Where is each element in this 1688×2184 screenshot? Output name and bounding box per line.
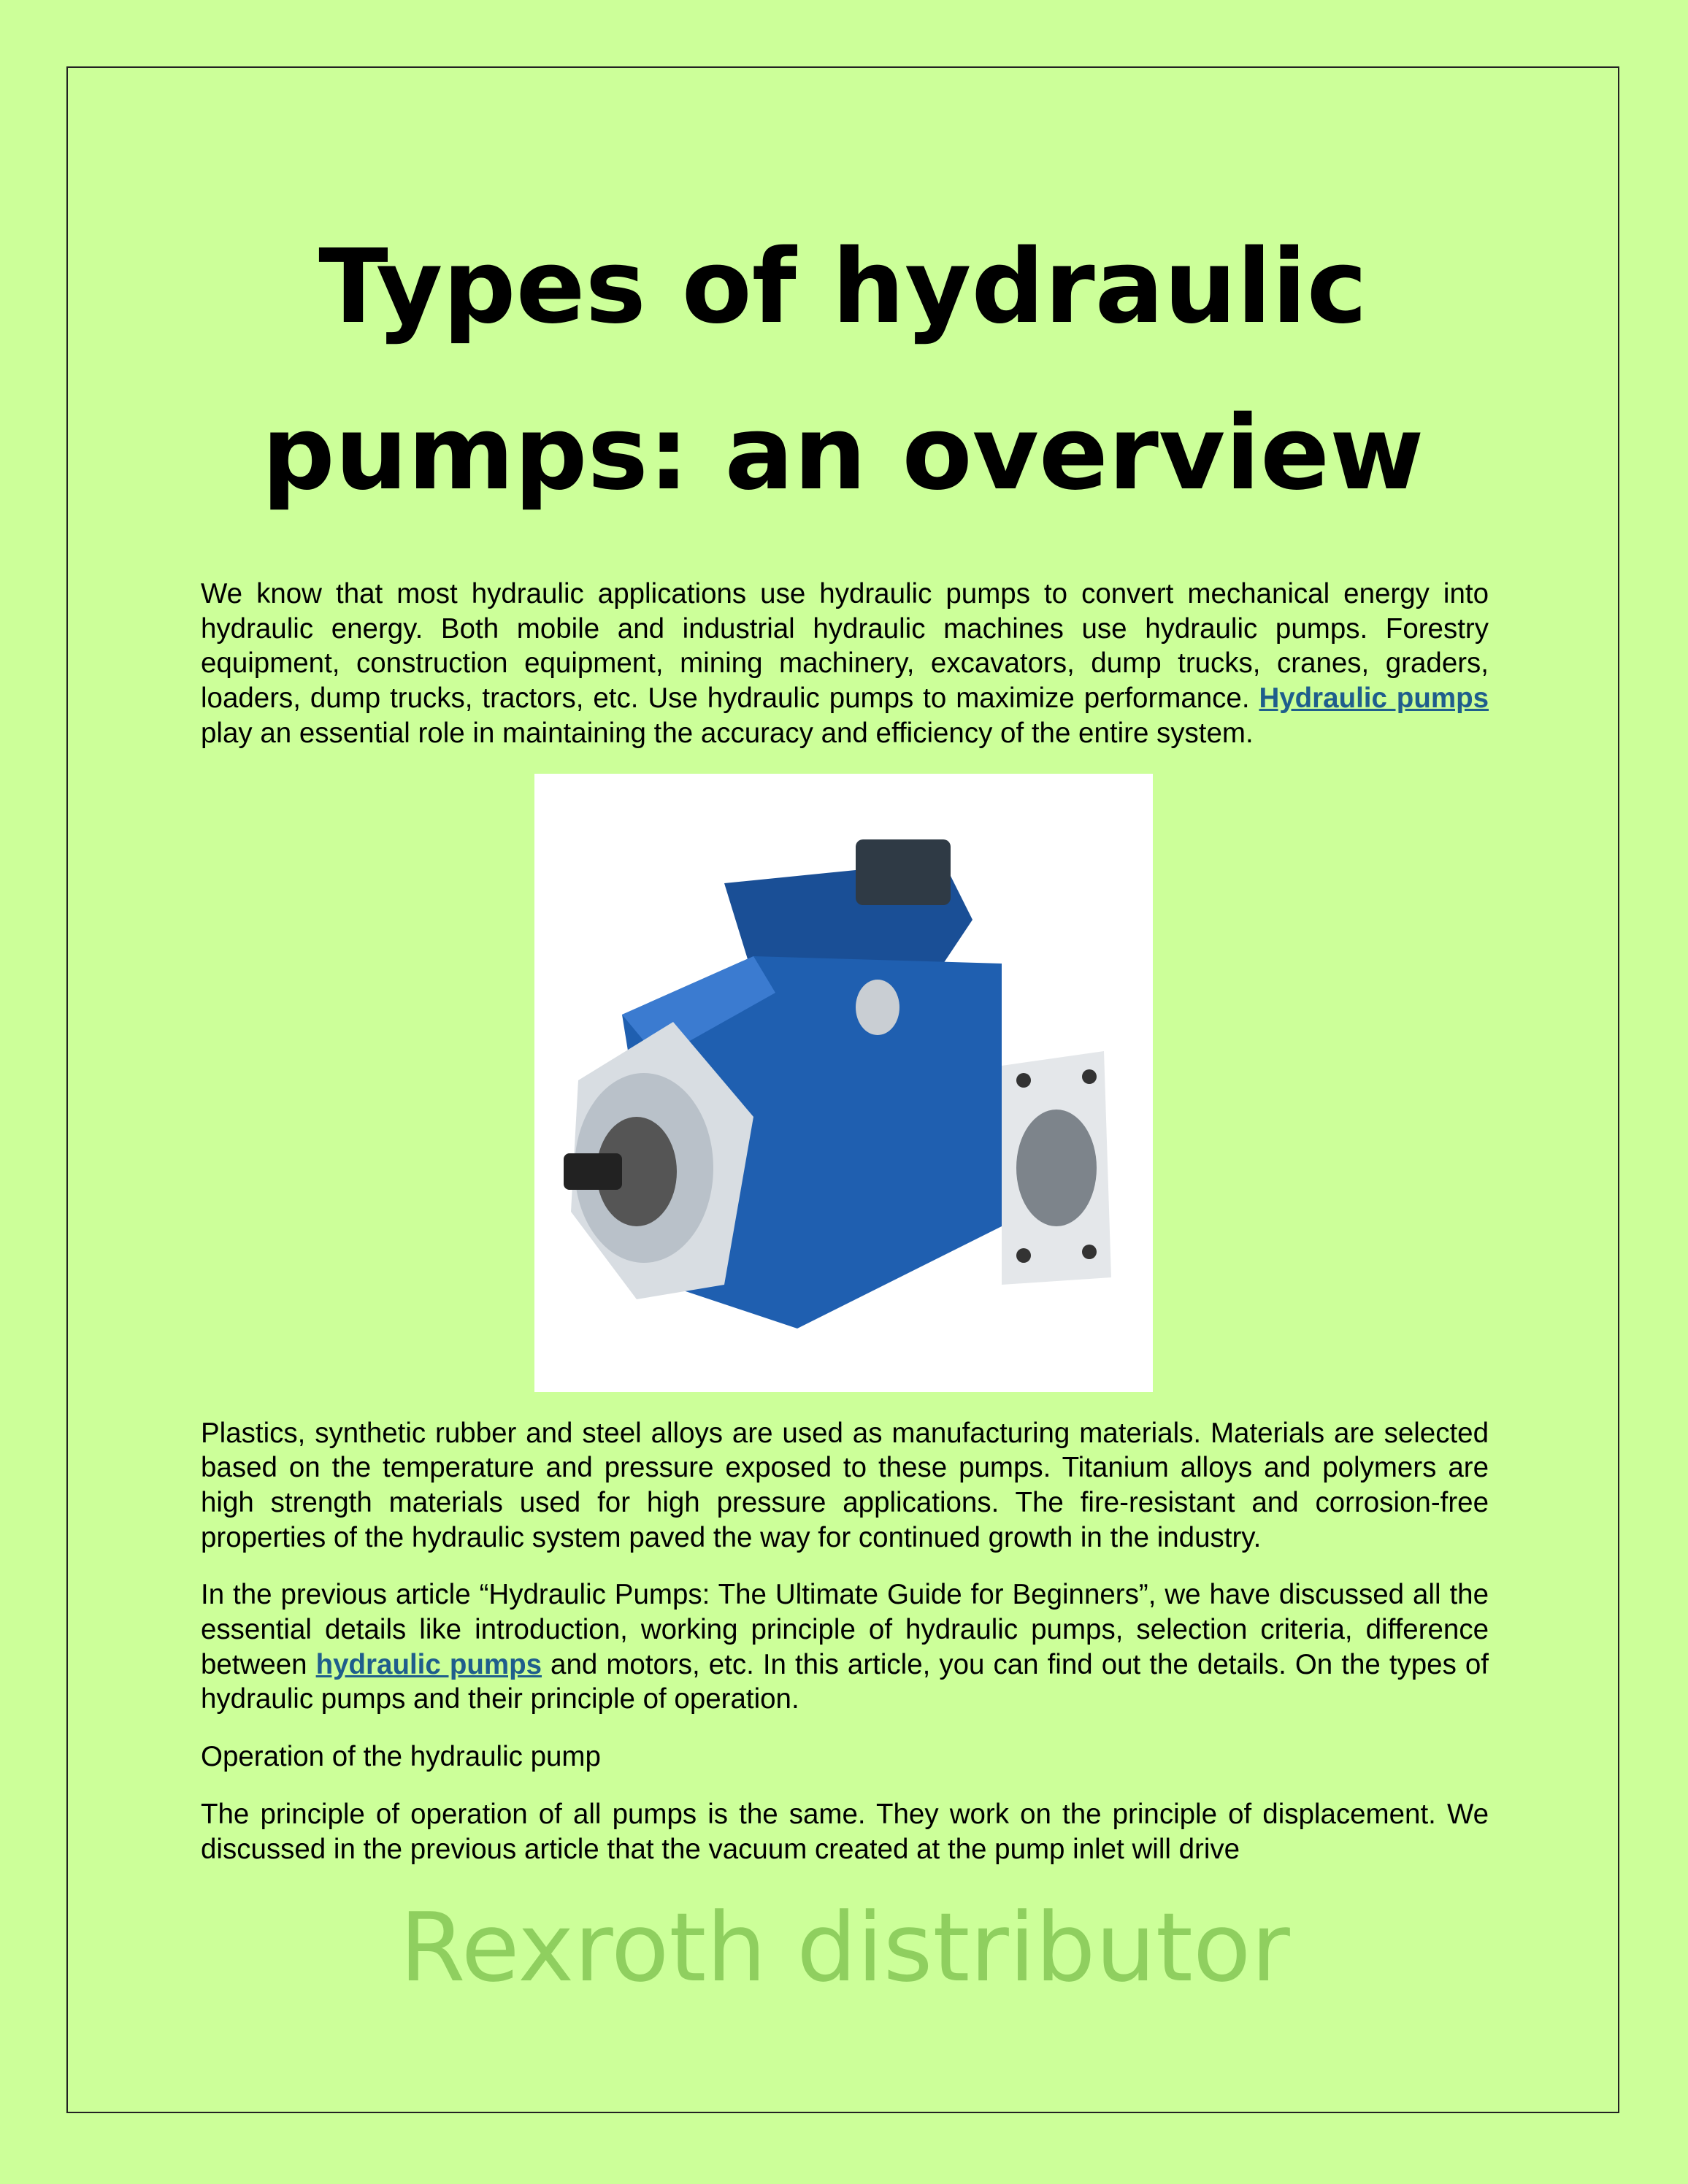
intro-paragraph [201,577,1489,751]
operation-paragraph: The principle of operation of all pumps is the same. They work on the principle of displacement. We discussed in the previous article that the vacuum created at the pump inlet will drive [201,1798,1489,1865]
watermark: Rexroth distributor [399,1892,1290,2004]
previous-article-text-end: and motors, etc. In this article, you can find out the details. On the types of hydraulic pumps and their principle of operation. [201,1648,1489,1715]
materials-paragraph: Plastics, synthetic rubber and steel alloys are used as manufacturing materials. Materials are selected based on the temperature and pressure exposed to these pumps. Titanium alloys and polymers are high strength materials used for high pressure applications. The fire-resistant and corrosion-free properties of the hydraulic system paved the way for continued growth in the industry. [201,1417,1489,1553]
previous-article-paragraph [201,1577,1489,1717]
intro-text: We know that most hydraulic applications use hydraulic pumps to convert mechanical energy into hydraulic energy. Both mobile and industrial hydraulic machines use hydraulic pumps. Forestry equipment, construction equipment, mining machinery, excavators, dump trucks, cranes, graders, loaders, dump trucks, tractors, etc. Use hydraulic pumps to maximize performance. [201,578,1489,715]
page-title [66,204,1619,537]
article-body [201,577,1489,2006]
title-line-1: Types of hydraulic [318,228,1367,347]
intro-text-end: play an essential role in maintaining the accuracy and efficiency of the entire system. [201,717,1254,749]
title-line-2: pumps: an overview [261,394,1424,513]
hydraulic-pump-image [534,774,1153,1392]
hydraulic-pumps-link-2[interactable]: hydraulic pumps [315,1648,542,1680]
hydraulic-pumps-link[interactable]: Hydraulic pumps [1259,682,1489,715]
section-heading: Operation of the hydraulic pump [201,1741,601,1773]
previous-article-text: In the previous article “Hydraulic Pumps: The Ultimate Guide for Beginners”, we have discussed all the essential details like introduction, working principle of hydraulic pumps, selection criteria, difference between [201,1579,1489,1680]
